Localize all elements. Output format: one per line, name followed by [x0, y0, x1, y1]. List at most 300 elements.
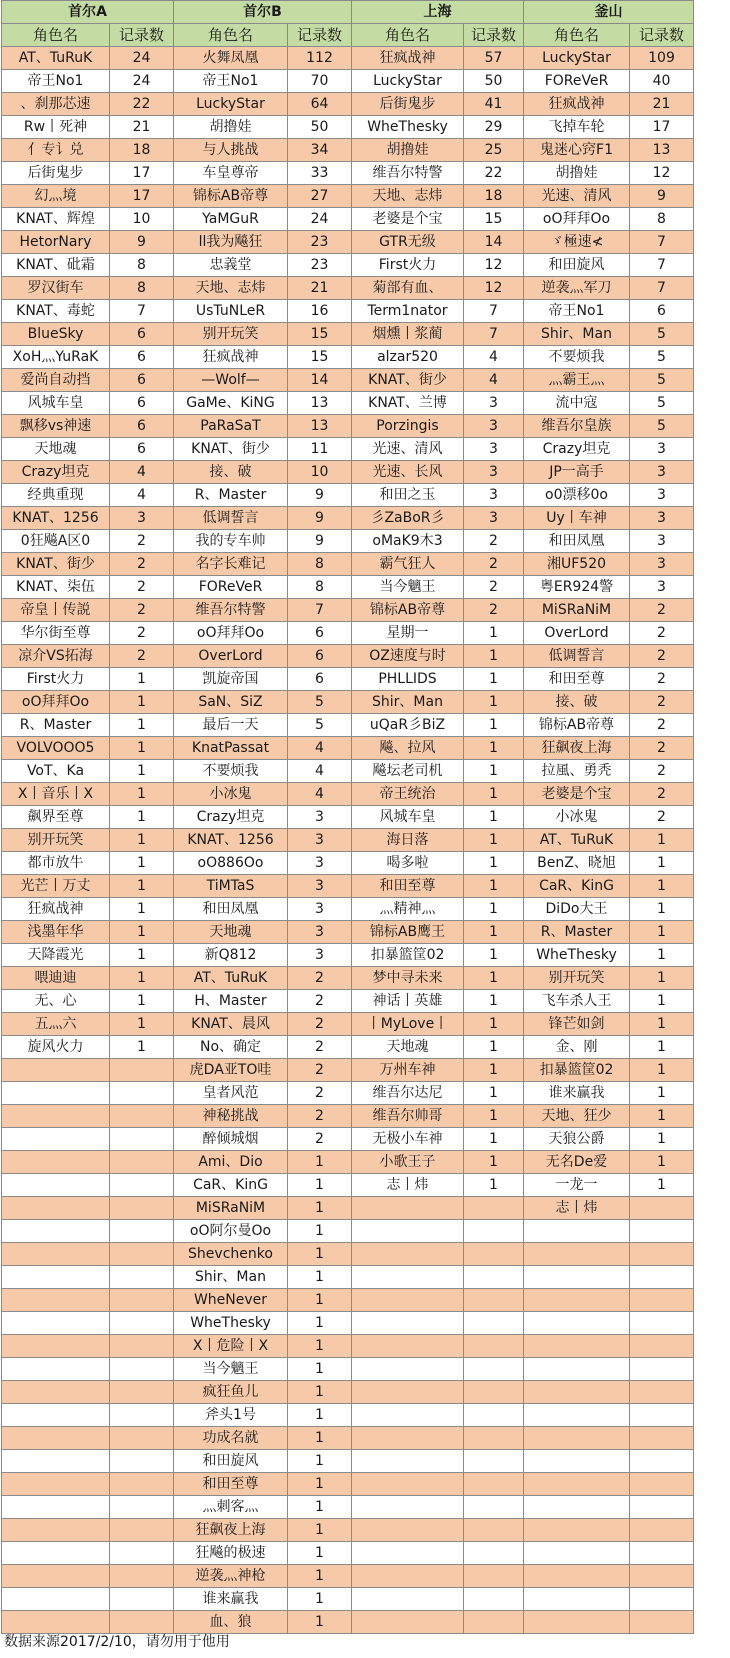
record-count-cell	[464, 1496, 524, 1519]
record-count-cell: 1	[288, 1312, 352, 1335]
player-name-cell: KnatPassat	[174, 737, 288, 760]
record-count-cell	[110, 1082, 174, 1105]
table-row	[2, 438, 694, 461]
record-count-cell: 1	[288, 1404, 352, 1427]
player-name-cell: 功成名就	[174, 1427, 288, 1450]
player-name-cell: 接、破	[524, 691, 630, 714]
player-name-cell: 我的专车帅	[174, 530, 288, 553]
player-name-cell: 锦标AB帝尊	[352, 599, 464, 622]
table-row	[2, 1427, 694, 1450]
player-name-cell: 神话丨英雄	[352, 990, 464, 1013]
player-name-cell: 无、心	[2, 990, 110, 1013]
player-name-cell	[524, 1358, 630, 1381]
player-name-cell: WheThesky	[174, 1312, 288, 1335]
record-count-cell	[464, 1266, 524, 1289]
record-count-cell	[464, 1358, 524, 1381]
player-name-cell: H、Master	[174, 990, 288, 1013]
record-count-cell: 3	[630, 530, 694, 553]
player-name-cell: 星期一	[352, 622, 464, 645]
record-count-cell	[464, 1335, 524, 1358]
player-name-cell: YaMGuR	[174, 208, 288, 231]
record-count-cell: 3	[630, 576, 694, 599]
record-count-cell: 64	[288, 93, 352, 116]
record-count-cell: 10	[288, 461, 352, 484]
player-name-cell	[2, 1197, 110, 1220]
record-count-cell: 21	[630, 93, 694, 116]
record-count-cell: 3	[464, 461, 524, 484]
player-name-cell	[2, 1266, 110, 1289]
table-row	[2, 967, 694, 990]
record-count-cell	[630, 1358, 694, 1381]
player-name-cell: BenZ、晓旭	[524, 852, 630, 875]
record-count-cell	[110, 1496, 174, 1519]
player-name-cell	[524, 1588, 630, 1611]
table-row	[2, 1404, 694, 1427]
player-name-cell: alzar520	[352, 346, 464, 369]
record-count-cell	[110, 1588, 174, 1611]
record-count-cell	[110, 1542, 174, 1565]
player-name-cell	[2, 1381, 110, 1404]
table-row	[2, 392, 694, 415]
player-name-cell	[524, 1220, 630, 1243]
record-count-cell: 1	[630, 1059, 694, 1082]
table-row	[2, 1542, 694, 1565]
record-count-cell: 1	[464, 1105, 524, 1128]
record-count-cell: 2	[630, 783, 694, 806]
record-count-cell: 8	[110, 254, 174, 277]
record-count-cell: 7	[464, 323, 524, 346]
record-count-cell: 8	[288, 576, 352, 599]
player-name-cell	[524, 1335, 630, 1358]
player-name-cell	[524, 1496, 630, 1519]
player-name-cell	[352, 1220, 464, 1243]
name-column-header: 角色名	[524, 24, 630, 47]
player-name-cell	[2, 1243, 110, 1266]
record-count-cell: 1	[464, 691, 524, 714]
player-name-cell: 谁来赢我	[174, 1588, 288, 1611]
record-count-cell: 3	[464, 438, 524, 461]
player-name-cell: 拉風、勇秃	[524, 760, 630, 783]
player-name-cell: 接、破	[174, 461, 288, 484]
player-name-cell: 风城车皇	[352, 806, 464, 829]
player-name-cell	[2, 1450, 110, 1473]
table-row	[2, 691, 694, 714]
player-name-cell: 帝王No1	[2, 70, 110, 93]
record-count-cell: 1	[630, 852, 694, 875]
player-name-cell: 胡撸娃	[174, 116, 288, 139]
record-count-cell: 2	[288, 1059, 352, 1082]
record-count-cell: 15	[288, 323, 352, 346]
region-header-row	[2, 1, 694, 24]
player-name-cell	[2, 1289, 110, 1312]
record-count-cell: 3	[630, 507, 694, 530]
table-row	[2, 346, 694, 369]
record-count-cell: 9	[288, 507, 352, 530]
player-name-cell: 霸气狂人	[352, 553, 464, 576]
record-count-cell: 1	[630, 1151, 694, 1174]
player-name-cell: 不要烦我	[174, 760, 288, 783]
record-count-cell: 3	[288, 898, 352, 921]
record-count-cell	[464, 1381, 524, 1404]
record-count-cell	[464, 1519, 524, 1542]
region-title: 釜山	[524, 1, 694, 24]
player-name-cell: 幻灬境	[2, 185, 110, 208]
player-name-cell: OverLord	[524, 622, 630, 645]
record-count-cell: 6	[110, 415, 174, 438]
name-column-header: 角色名	[352, 24, 464, 47]
record-count-cell: 1	[288, 1220, 352, 1243]
record-count-cell: 1	[464, 990, 524, 1013]
record-count-cell: 4	[288, 783, 352, 806]
player-name-cell: 丨MyLove丨	[352, 1013, 464, 1036]
player-name-cell: 别开玩笑	[174, 323, 288, 346]
player-name-cell: 胡撸娃	[352, 139, 464, 162]
record-count-cell: 24	[288, 208, 352, 231]
record-count-cell	[630, 1197, 694, 1220]
record-count-cell: 1	[630, 829, 694, 852]
player-name-cell	[524, 1289, 630, 1312]
record-count-cell: 50	[288, 116, 352, 139]
record-count-cell: 15	[464, 208, 524, 231]
record-count-cell: 1	[630, 1105, 694, 1128]
player-name-cell: 烟燻丨浆蔺	[352, 323, 464, 346]
record-count-cell: 3	[630, 484, 694, 507]
record-count-cell: 1	[630, 921, 694, 944]
player-name-cell: 志丨炜	[524, 1197, 630, 1220]
record-count-cell	[630, 1427, 694, 1450]
record-count-cell: 18	[110, 139, 174, 162]
data-source-note: 数据来源2017/2/10，请勿用于他用	[4, 1634, 230, 1650]
count-column-header: 记录数	[630, 24, 694, 47]
record-count-cell	[630, 1519, 694, 1542]
record-count-cell: 8	[288, 553, 352, 576]
record-count-cell	[464, 1542, 524, 1565]
record-count-cell: 1	[464, 737, 524, 760]
player-name-cell: Shir、Man	[352, 691, 464, 714]
record-count-cell: 1	[630, 990, 694, 1013]
record-count-cell: 17	[110, 162, 174, 185]
player-name-cell	[352, 1335, 464, 1358]
record-count-cell: 1	[110, 691, 174, 714]
record-count-cell	[464, 1473, 524, 1496]
record-count-cell	[110, 1381, 174, 1404]
player-name-cell: FOReVeR	[174, 576, 288, 599]
record-count-cell	[110, 1611, 174, 1634]
record-count-cell: 1	[288, 1174, 352, 1197]
record-count-cell: 2	[288, 1036, 352, 1059]
player-name-cell: oO拜拜Oo	[2, 691, 110, 714]
record-count-cell	[630, 1450, 694, 1473]
player-name-cell: 老婆是个宝	[352, 208, 464, 231]
record-count-cell	[630, 1404, 694, 1427]
player-name-cell: 维吾尔皇族	[524, 415, 630, 438]
record-count-cell	[630, 1266, 694, 1289]
player-name-cell: 天降霞光	[2, 944, 110, 967]
player-name-cell	[2, 1427, 110, 1450]
record-count-cell: 1	[288, 1542, 352, 1565]
player-name-cell: FOReVeR	[524, 70, 630, 93]
player-name-cell	[2, 1496, 110, 1519]
player-name-cell: 低调誓言	[174, 507, 288, 530]
table-row	[2, 990, 694, 1013]
player-name-cell: ゞ極速≮	[524, 231, 630, 254]
record-count-cell	[110, 1358, 174, 1381]
record-count-cell: 4	[288, 760, 352, 783]
record-count-cell: 21	[288, 277, 352, 300]
record-count-cell: 1	[110, 990, 174, 1013]
player-name-cell	[352, 1266, 464, 1289]
record-count-cell: 112	[288, 47, 352, 70]
record-count-cell: 1	[464, 898, 524, 921]
record-count-cell: 1	[630, 1013, 694, 1036]
record-count-cell	[630, 1588, 694, 1611]
record-count-cell	[630, 1611, 694, 1634]
player-name-cell: 天地、狂少	[524, 1105, 630, 1128]
player-name-cell: 天地魂	[352, 1036, 464, 1059]
player-name-cell: AT、TuRuK	[524, 829, 630, 852]
player-name-cell: 狂疯战神	[352, 47, 464, 70]
player-name-cell	[2, 1588, 110, 1611]
record-count-cell: 18	[464, 185, 524, 208]
table-row	[2, 1197, 694, 1220]
player-name-cell: AT、TuRuK	[174, 967, 288, 990]
record-count-cell	[110, 1312, 174, 1335]
player-name-cell: X丨音乐丨X	[2, 783, 110, 806]
record-count-cell: 2	[630, 599, 694, 622]
player-name-cell: 湘UF520	[524, 553, 630, 576]
record-count-cell: 6	[110, 392, 174, 415]
table-row	[2, 921, 694, 944]
record-count-cell: 2	[110, 553, 174, 576]
record-count-cell	[110, 1289, 174, 1312]
record-count-cell	[110, 1519, 174, 1542]
player-name-cell: 狂疯战神	[524, 93, 630, 116]
player-name-cell: KNAT、柒伍	[2, 576, 110, 599]
player-name-cell	[524, 1427, 630, 1450]
record-count-cell	[630, 1542, 694, 1565]
record-count-cell: 2	[288, 1082, 352, 1105]
record-count-cell: 3	[630, 553, 694, 576]
table-row	[2, 277, 694, 300]
player-name-cell: CaR、KinG	[524, 875, 630, 898]
record-count-cell	[630, 1243, 694, 1266]
table-row	[2, 1496, 694, 1519]
record-count-cell: 12	[630, 162, 694, 185]
player-name-cell: 灬刺客灬	[174, 1496, 288, 1519]
record-count-cell: 4	[110, 461, 174, 484]
player-name-cell	[352, 1358, 464, 1381]
player-name-cell: 醉倾城烟	[174, 1128, 288, 1151]
record-count-cell: 9	[110, 231, 174, 254]
player-name-cell: R、Master	[2, 714, 110, 737]
player-name-cell: 虎DA亚TO哇	[174, 1059, 288, 1082]
record-count-cell: 7	[630, 254, 694, 277]
record-count-cell: 1	[464, 1013, 524, 1036]
record-count-cell: 2	[464, 530, 524, 553]
player-name-cell: 小冰鬼	[174, 783, 288, 806]
record-count-cell	[110, 1174, 174, 1197]
player-name-cell: 灬霸王灬	[524, 369, 630, 392]
player-name-cell: 车皇尊帝	[174, 162, 288, 185]
player-name-cell: Uy丨车神	[524, 507, 630, 530]
player-name-cell: 别开玩笑	[524, 967, 630, 990]
player-name-cell: oO阿尔曼Oo	[174, 1220, 288, 1243]
player-name-cell: No、确定	[174, 1036, 288, 1059]
player-name-cell: 光芒丨万丈	[2, 875, 110, 898]
region-title: 上海	[352, 1, 524, 24]
player-name-cell: 当今魑王	[174, 1358, 288, 1381]
record-count-cell: 22	[110, 93, 174, 116]
record-count-cell: 1	[464, 1082, 524, 1105]
player-name-cell: 飚、拉风	[352, 737, 464, 760]
player-name-cell: 彡ZaBoR彡	[352, 507, 464, 530]
player-name-cell: 皇者风范	[174, 1082, 288, 1105]
player-name-cell: CaR、KinG	[174, 1174, 288, 1197]
record-count-cell: 22	[464, 162, 524, 185]
player-name-cell: 海日落	[352, 829, 464, 852]
record-count-cell: 6	[630, 300, 694, 323]
record-count-cell: 6	[110, 369, 174, 392]
player-name-cell	[2, 1335, 110, 1358]
player-name-cell: 别开玩笑	[2, 829, 110, 852]
player-name-cell: —Wolf—	[174, 369, 288, 392]
record-count-cell: 2	[110, 576, 174, 599]
record-count-cell: 13	[630, 139, 694, 162]
record-count-cell: 3	[288, 806, 352, 829]
record-count-cell: 1	[464, 714, 524, 737]
player-name-cell: 帝王No1	[524, 300, 630, 323]
table-row	[2, 1128, 694, 1151]
record-count-cell: 1	[288, 1473, 352, 1496]
player-name-cell: 0狂飚A区0	[2, 530, 110, 553]
record-count-cell: 2	[630, 737, 694, 760]
player-name-cell: 粤ER924警	[524, 576, 630, 599]
player-name-cell: MiSRaNiM	[174, 1197, 288, 1220]
player-name-cell: KNAT、街少	[352, 369, 464, 392]
player-name-cell: X丨危险丨X	[174, 1335, 288, 1358]
player-name-cell: 帝王No1	[174, 70, 288, 93]
player-name-cell	[2, 1404, 110, 1427]
table-row	[2, 645, 694, 668]
player-name-cell: 和田凤凰	[524, 530, 630, 553]
record-count-cell: 24	[110, 47, 174, 70]
player-name-cell: 亻专讠兑	[2, 139, 110, 162]
record-count-cell: 3	[630, 438, 694, 461]
record-count-cell: 6	[110, 346, 174, 369]
player-name-cell: 扣暴篮筐02	[524, 1059, 630, 1082]
table-row	[2, 1312, 694, 1335]
player-name-cell	[352, 1519, 464, 1542]
player-name-cell: 胡撸娃	[524, 162, 630, 185]
player-name-cell: PaRaSaT	[174, 415, 288, 438]
player-name-cell: KNAT、辉煌	[2, 208, 110, 231]
player-name-cell: 旋风火力	[2, 1036, 110, 1059]
record-count-cell: 1	[110, 944, 174, 967]
record-count-cell	[630, 1335, 694, 1358]
record-count-cell	[464, 1220, 524, 1243]
record-count-cell	[464, 1611, 524, 1634]
player-name-cell	[352, 1588, 464, 1611]
player-name-cell	[352, 1565, 464, 1588]
record-count-cell	[464, 1312, 524, 1335]
table-row	[2, 415, 694, 438]
player-name-cell: 无极小车神	[352, 1128, 464, 1151]
player-name-cell: 菊部有血、	[352, 277, 464, 300]
record-count-cell	[110, 1473, 174, 1496]
player-name-cell	[524, 1473, 630, 1496]
record-count-cell: 7	[110, 300, 174, 323]
player-name-cell: 后街鬼步	[2, 162, 110, 185]
record-count-cell: 1	[110, 898, 174, 921]
record-count-cell: 1	[288, 1289, 352, 1312]
record-count-cell: 17	[630, 116, 694, 139]
record-count-cell: 7	[630, 277, 694, 300]
record-count-cell: 2	[110, 645, 174, 668]
record-count-cell	[464, 1588, 524, 1611]
player-name-cell: 血、狼	[174, 1611, 288, 1634]
player-name-cell: oO拜拜Oo	[524, 208, 630, 231]
player-name-cell: Shir、Man	[174, 1266, 288, 1289]
player-name-cell	[524, 1312, 630, 1335]
record-count-cell: 2	[630, 645, 694, 668]
player-name-cell: 飚坛老司机	[352, 760, 464, 783]
record-count-cell	[464, 1427, 524, 1450]
player-name-cell: 锦标AB鹰王	[352, 921, 464, 944]
player-name-cell: First火力	[352, 254, 464, 277]
table-row	[2, 599, 694, 622]
player-name-cell: Crazy坦克	[174, 806, 288, 829]
record-count-cell: 27	[288, 185, 352, 208]
table-row	[2, 1450, 694, 1473]
player-name-cell: OZ速度与时	[352, 645, 464, 668]
player-name-cell: 万州车神	[352, 1059, 464, 1082]
player-name-cell: 金、刚	[524, 1036, 630, 1059]
record-count-cell: 21	[110, 116, 174, 139]
table-row	[2, 530, 694, 553]
record-count-cell: 1	[464, 829, 524, 852]
record-count-cell	[464, 1404, 524, 1427]
player-name-cell: 狂飚的极速	[174, 1542, 288, 1565]
record-count-cell: 1	[110, 714, 174, 737]
record-count-cell: 41	[464, 93, 524, 116]
table-row	[2, 300, 694, 323]
player-name-cell	[2, 1565, 110, 1588]
player-name-cell	[524, 1404, 630, 1427]
record-count-cell: 14	[464, 231, 524, 254]
player-name-cell: 天地、志炜	[174, 277, 288, 300]
table-row	[2, 484, 694, 507]
record-count-cell: 2	[288, 990, 352, 1013]
record-count-cell: 1	[464, 668, 524, 691]
player-name-cell: VOLVOOO5	[2, 737, 110, 760]
player-name-cell	[2, 1151, 110, 1174]
player-name-cell: LuckyStar	[174, 93, 288, 116]
player-name-cell: Porzingis	[352, 415, 464, 438]
player-name-cell: KNAT、街少	[2, 553, 110, 576]
record-count-cell: 17	[110, 185, 174, 208]
record-count-cell	[630, 1289, 694, 1312]
record-count-cell	[110, 1450, 174, 1473]
table-row	[2, 369, 694, 392]
player-name-cell: 天地魂	[2, 438, 110, 461]
player-name-cell: KNAT、街少	[174, 438, 288, 461]
player-name-cell	[352, 1243, 464, 1266]
record-count-cell: 5	[630, 369, 694, 392]
record-count-cell: 2	[464, 553, 524, 576]
table-row	[2, 783, 694, 806]
player-name-cell: 经典重现	[2, 484, 110, 507]
player-name-cell: VoT、Ka	[2, 760, 110, 783]
